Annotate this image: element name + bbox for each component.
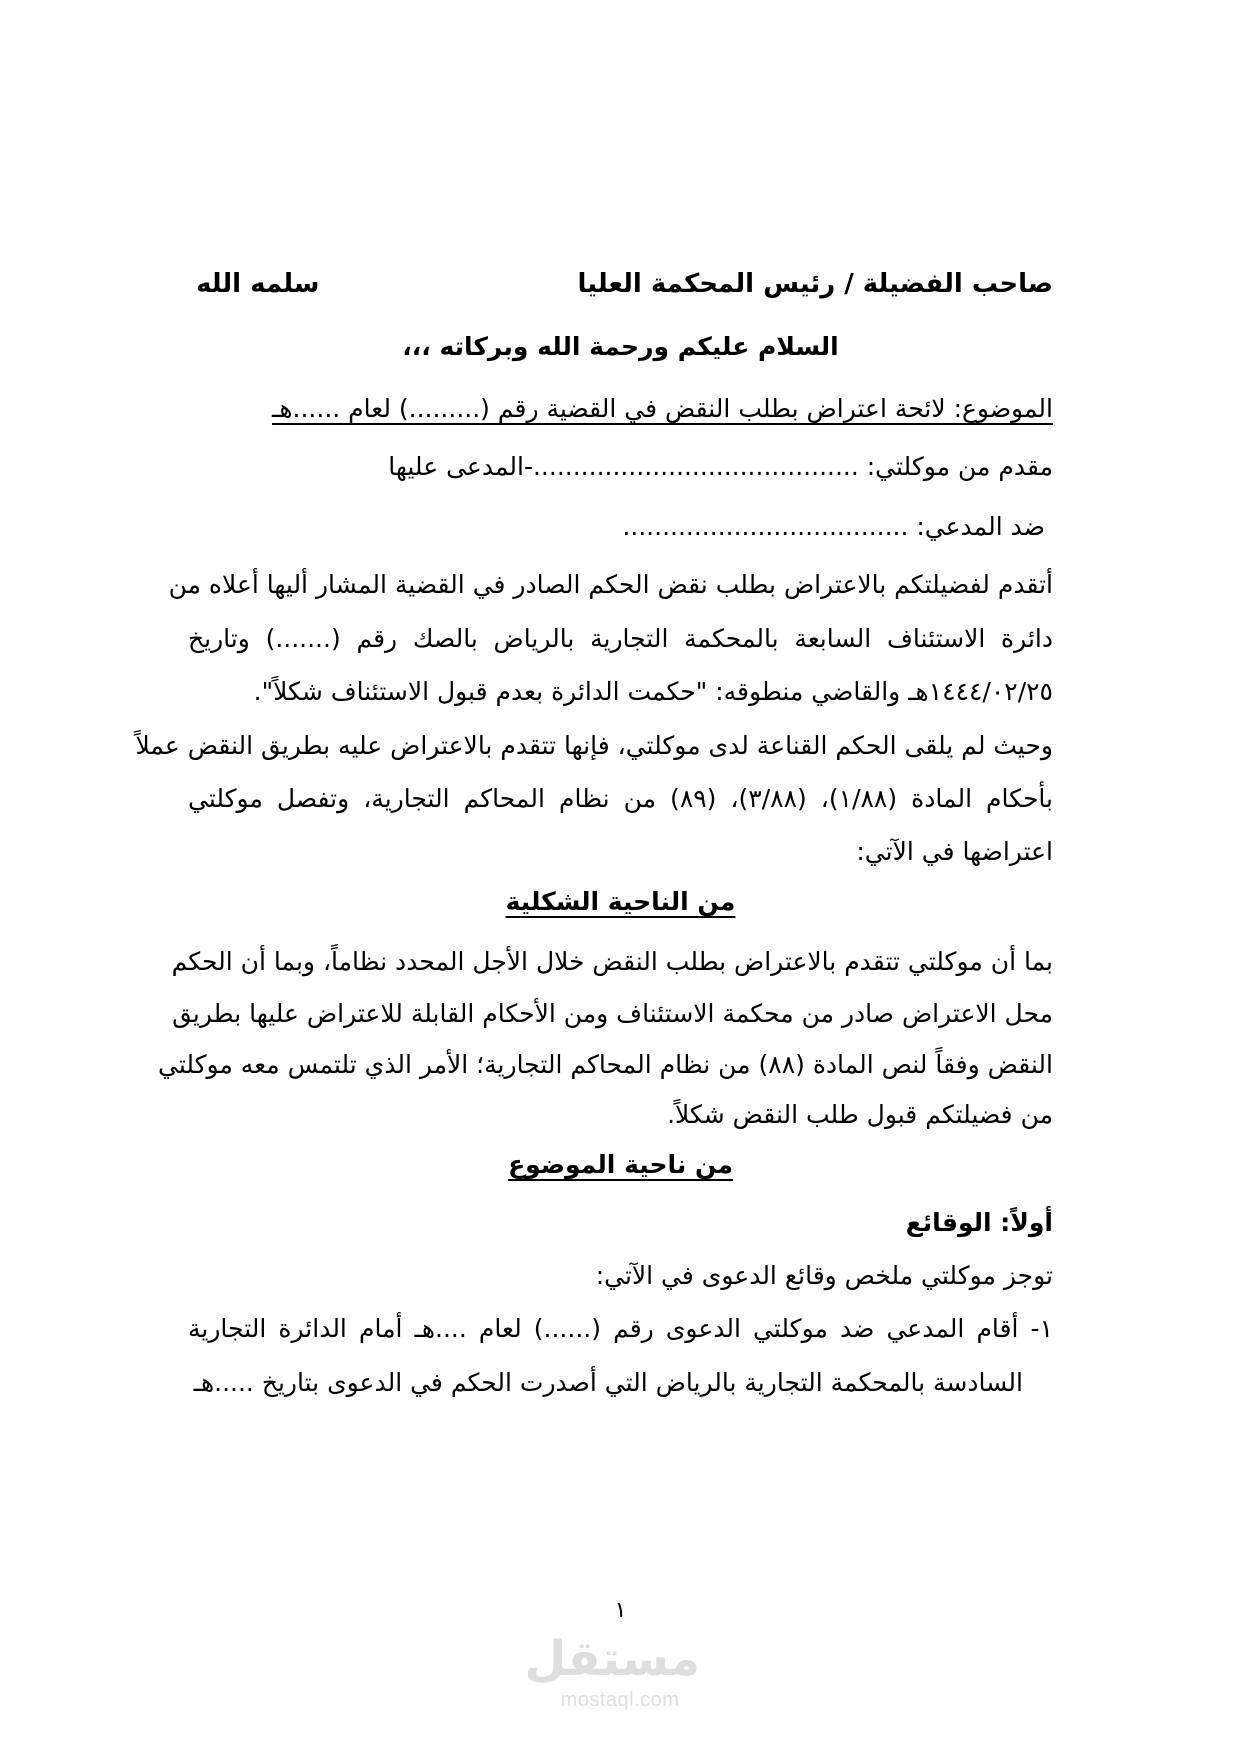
subject-line: الموضوع: لائحة اعتراض بطلب النقض في القضية رقم (.........) لعام ......هـ — [272, 394, 1053, 423]
facts-item-1-line-1: ١- أقام المدعي ضد موكلتي الدعوى رقم (......) لعام ....هـ أمام الدائرة التجارية — [188, 1314, 1053, 1343]
formal-section-heading: من الناحية الشكلية — [505, 887, 736, 916]
watermark-arabic-text: مستقل — [524, 1631, 700, 1687]
watermark-latin-text: mostaql.com — [560, 1689, 680, 1711]
blessing: سلمه الله — [196, 269, 320, 299]
formal-section-line-3: النقض وفقاً لنص المادة (٨٨) من نظام المحاكم التجارية؛ الأمر الذي تلتمس معه موكلتي — [157, 1050, 1053, 1079]
intro-paragraph-line-1: أتقدم لفضيلتكم بالاعتراض بطلب نقض الحكم الصادر في القضية المشار أليها أعلاه من — [168, 570, 1053, 599]
formal-section-line-2: محل الاعتراض صادر من محكمة الاستئناف ومن الأحكام القابلة للاعتراض عليها بطريق — [172, 999, 1053, 1028]
mostaql-watermark-logo — [524, 1630, 700, 1730]
formal-section-line-4: من فضيلتكم قبول طلب النقض شكلاً. — [667, 1100, 1053, 1129]
formal-section-line-1: بما أن موكلتي تتقدم بالاعتراض بطلب النقض خلال الأجل المحدد نظاماً، وبما أن الحكم — [171, 947, 1053, 976]
facts-item-1-line-2: السادسة بالمحكمة التجارية بالرياض التي أصدرت الحكم في الدعوى بتاريخ .....هـ — [193, 1368, 1023, 1397]
intro-paragraph-line-3: ١٤٤٤/٠٢/٢٥هـ والقاضي منطوقه: "حكمت الدائرة بعدم قبول الاستئناف شكلاً". — [253, 677, 1053, 706]
against-line: ضد المدعي: .................................... — [622, 512, 1045, 541]
grounds-paragraph-line-1: وحيث لم يلقى الحكم القناعة لدى موكلتي، فإنها تتقدم بالاعتراض عليه بطريق النقض عملاً — [135, 731, 1053, 760]
merits-section-heading: من ناحية الموضوع — [508, 1150, 733, 1179]
intro-paragraph-line-2: دائرة الاستئناف السابعة بالمحكمة التجارية بالرياض بالصك رقم (.......) وتاريخ — [188, 624, 1053, 653]
facts-intro: توجز موكلتي ملخص وقائع الدعوى في الآتي: — [595, 1261, 1053, 1290]
submitted-by-line: مقدم من موكلتي: .........................................-المدعى عليها — [388, 452, 1053, 481]
greeting: السلام عليكم ورحمة الله وبركاته ،،، — [402, 332, 839, 361]
addressee: صاحب الفضيلة / رئيس المحكمة العليا — [577, 269, 1053, 299]
grounds-paragraph-line-3: اعتراضها في الآتي: — [856, 837, 1053, 866]
page-number: ١ — [614, 1598, 627, 1623]
grounds-paragraph-line-2: بأحكام المادة (١/٨٨)، (٣/٨٨)، (٨٩) من نظام المحاكم التجارية، وتفصل موكلتي — [188, 784, 1053, 813]
facts-heading: أولاً: الوقائع — [905, 1208, 1053, 1237]
